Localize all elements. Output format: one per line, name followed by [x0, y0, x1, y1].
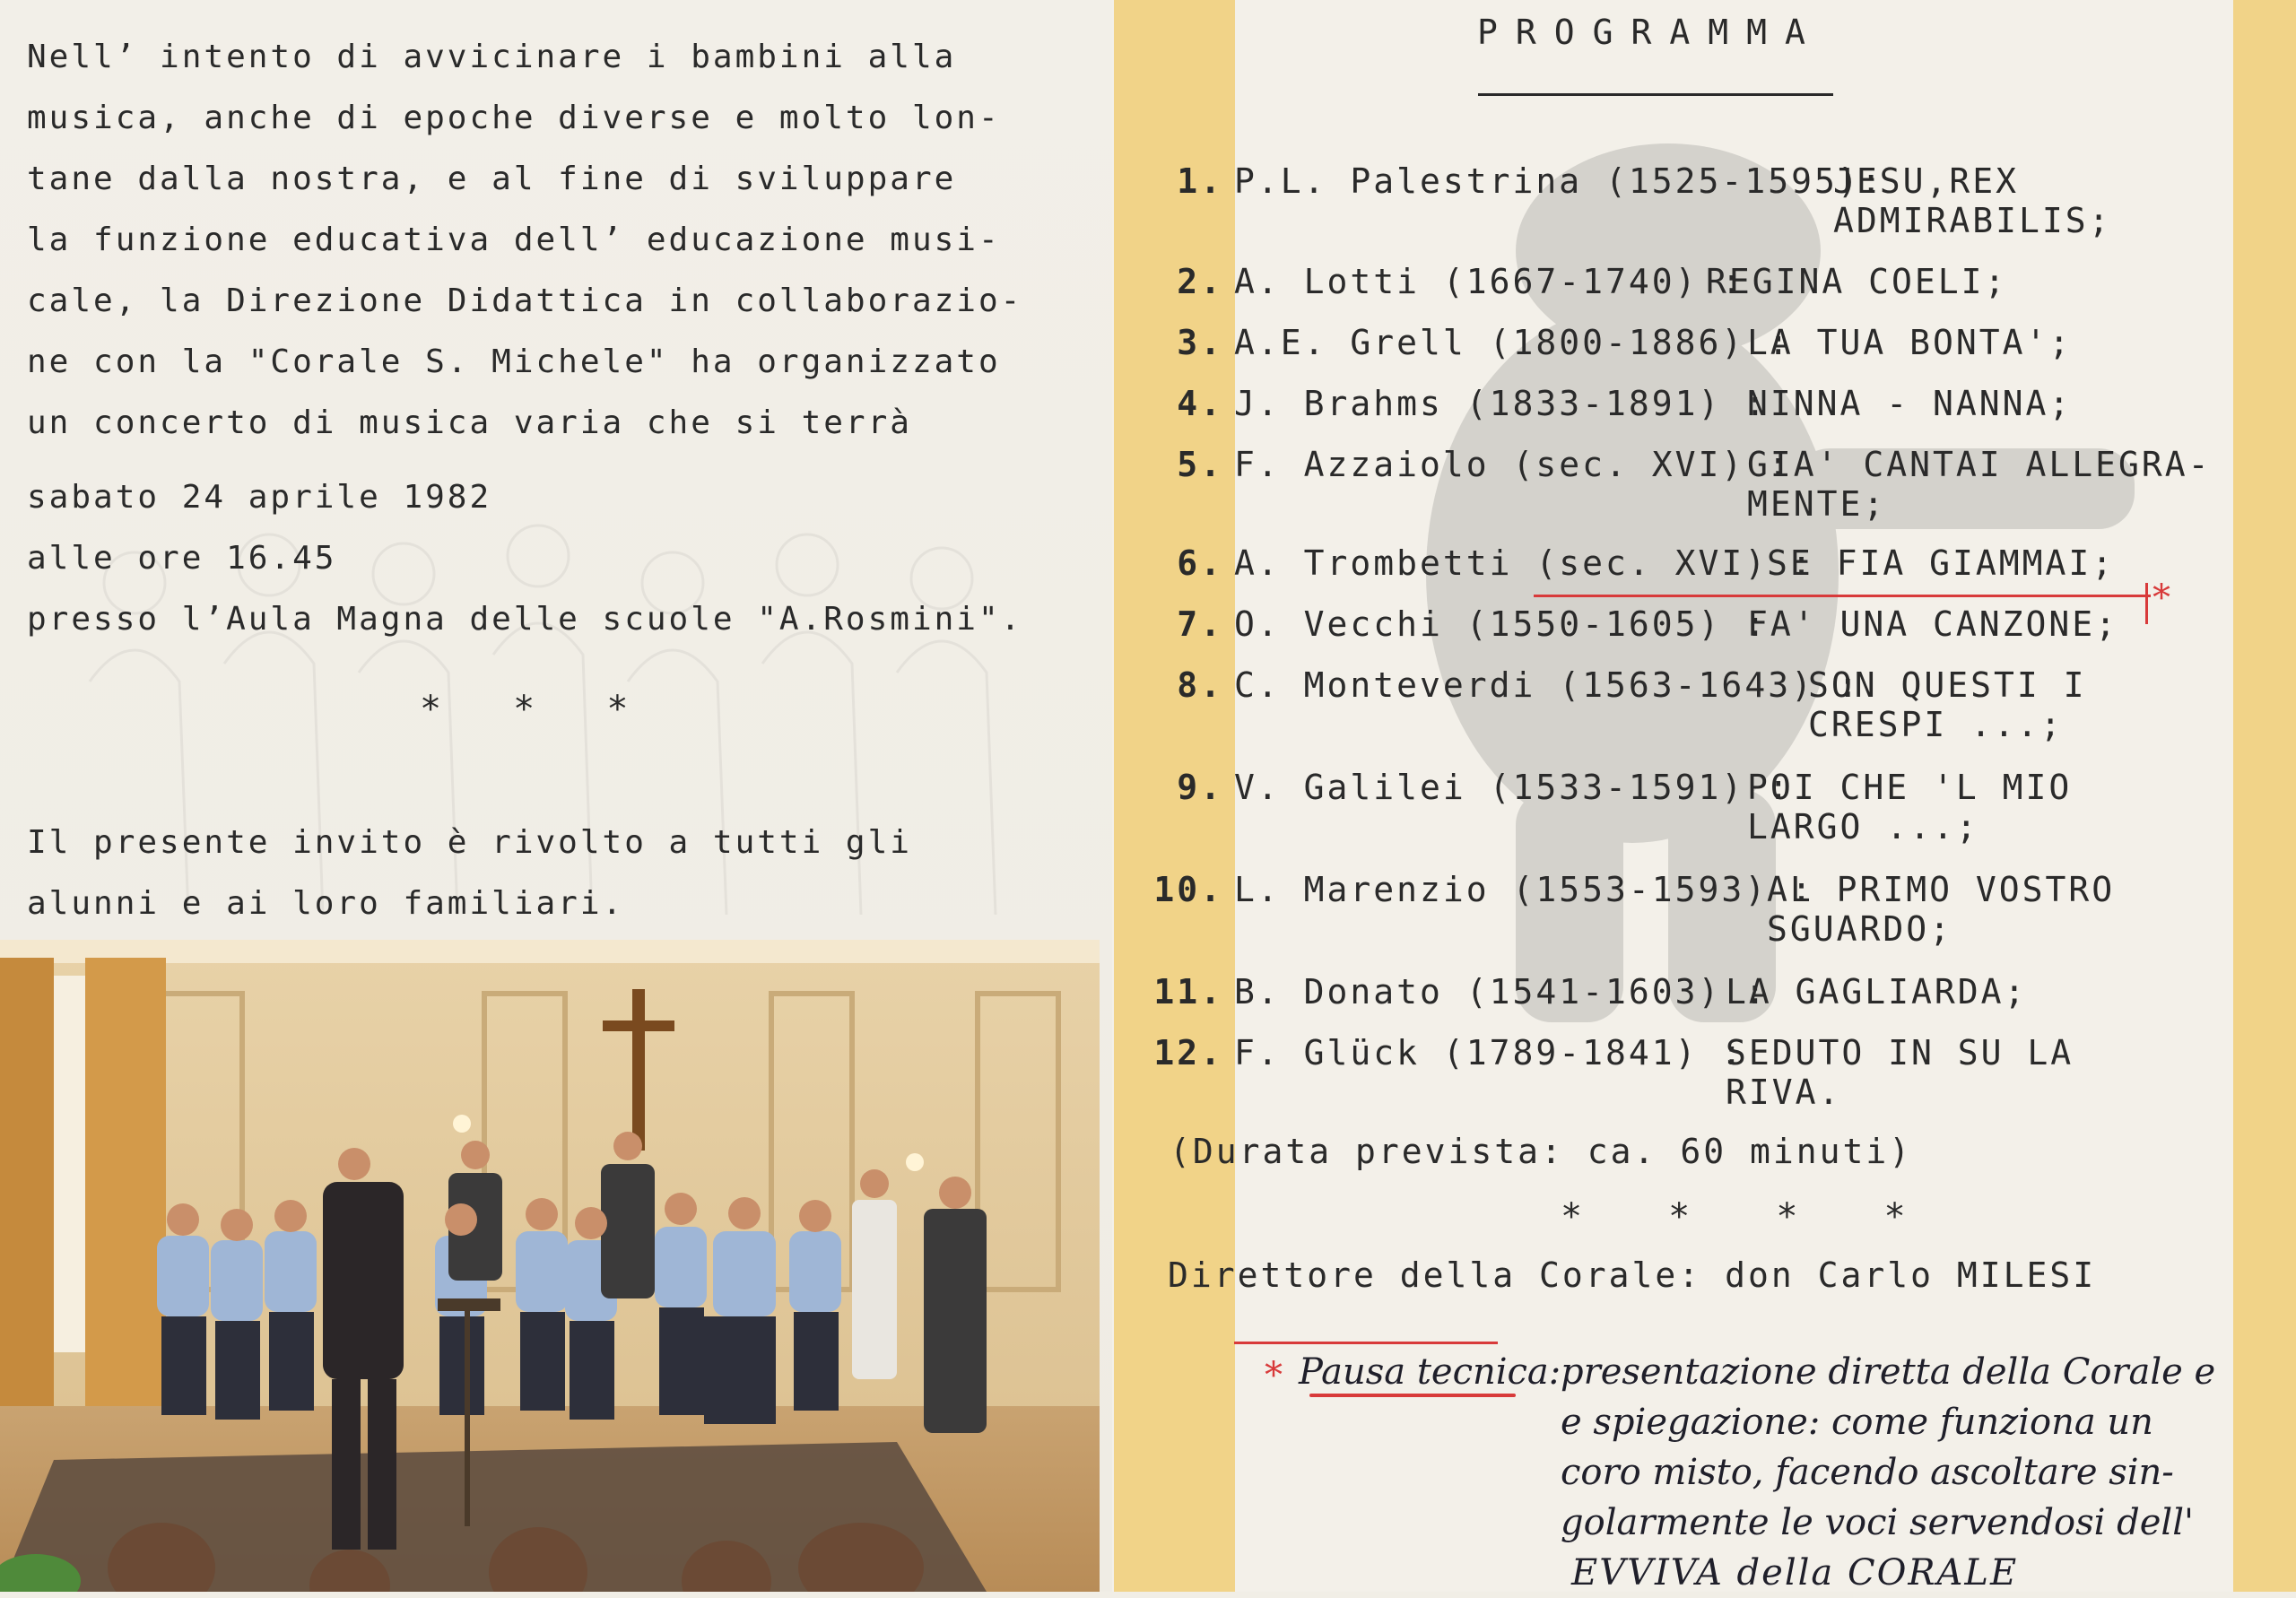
- red-underline-separator: [1234, 1342, 1498, 1344]
- note-line: presentazione diretta della Corale e: [1561, 1351, 2216, 1393]
- item-composer: V. Galilei (1533-1591) :: [1234, 768, 1792, 807]
- red-asterisk-mark: *: [2152, 578, 2170, 619]
- note-body: [1561, 1347, 2242, 1598]
- item-number: 12.: [1153, 1033, 1223, 1073]
- item-composer: F. Glück (1789-1841) :: [1234, 1033, 1745, 1073]
- item-piece: SEDUTO IN SU LA: [1726, 1033, 2074, 1073]
- note-line: coro misto, facendo ascoltare sin-: [1561, 1452, 2174, 1493]
- intro-line: tane dalla nostra, e al fine di sviluppare: [27, 161, 957, 197]
- item-composer: C. Monteverdi (1563-1643) :: [1234, 665, 1861, 705]
- item-number: 10.: [1153, 870, 1223, 909]
- item-piece: LA TUA BONTA';: [1747, 323, 2073, 362]
- item-composer: B. Donato (1541-1603) :: [1234, 972, 1769, 1012]
- item-piece-cont: RIVA.: [1726, 1073, 1842, 1112]
- item-piece-cont: CRESPI ...;: [1808, 705, 2064, 744]
- choir-director: Direttore della Corale: don Carlo MILESI: [1168, 1255, 2097, 1295]
- intro-line: ne con la "Corale S. Michele" ha organizzato: [27, 343, 1001, 380]
- item-number: 8.: [1177, 665, 1223, 705]
- item-piece-cont: MENTE;: [1747, 484, 1887, 524]
- item-piece: SON QUESTI I: [1808, 665, 2087, 705]
- item-piece: SE FIA GIAMMAI;: [1767, 543, 2116, 583]
- item-composer: P.L. Palestrina (1525-1595):: [1234, 161, 1884, 201]
- intro-line: un concerto di musica varia che si terrà: [27, 404, 912, 441]
- event-date: sabato 24 aprile 1982: [27, 479, 492, 516]
- item-piece: LA GAGLIARDA;: [1726, 972, 2028, 1012]
- note-line: golarmente le voci servendosi dell': [1561, 1502, 2194, 1543]
- intro-paragraph: [27, 27, 1085, 454]
- event-details: [27, 467, 1022, 650]
- program-title: PROGRAMMA: [1477, 13, 1823, 52]
- adhesive-tape-right: [2233, 0, 2296, 1592]
- item-number: 2.: [1177, 262, 1223, 301]
- note-label-underline: [1309, 1394, 1516, 1397]
- note-line: e spiegazione: come funziona un: [1561, 1402, 2153, 1443]
- closing-line: alunni e ai loro familiari.: [27, 885, 625, 922]
- red-insertion-line: [1534, 595, 2151, 597]
- intro-line: Nell’ intento di avvicinare i bambini alla: [27, 39, 957, 75]
- item-number: 1.: [1177, 161, 1223, 201]
- item-piece: NINNA - NANNA;: [1747, 384, 2073, 423]
- item-composer: A.E. Grell (1800-1886) :: [1234, 323, 1792, 362]
- item-number: 9.: [1177, 768, 1223, 807]
- item-number: 5.: [1177, 445, 1223, 484]
- item-number: 3.: [1177, 323, 1223, 362]
- closing-line: Il presente invito è rivolto a tutti gli: [27, 824, 912, 861]
- item-piece-cont: LARGO ...;: [1747, 807, 1979, 847]
- closing-paragraph: [27, 812, 912, 934]
- item-piece: FA' UNA CANZONE;: [1747, 604, 2119, 644]
- red-insertion-tick: [2145, 583, 2148, 624]
- event-time: alle ore 16.45: [27, 540, 337, 577]
- item-number: 7.: [1177, 604, 1223, 644]
- duration-note: (Durata prevista: ca. 60 minuti): [1170, 1132, 1913, 1171]
- item-piece: AL PRIMO VOSTRO: [1767, 870, 2116, 909]
- note-label: Pausa tecnica:: [1299, 1351, 1561, 1393]
- choir-photo: [0, 940, 1100, 1592]
- separator-asterisks: * * * *: [1561, 1196, 1938, 1238]
- intro-line: cale, la Direzione Didattica in collaborazio-: [27, 282, 1023, 319]
- event-venue: presso l’Aula Magna delle scuole "A.Rosmini".: [27, 601, 1023, 638]
- left-page: [0, 0, 1112, 1592]
- item-number: 11.: [1153, 972, 1223, 1012]
- item-piece: GIA' CANTAI ALLEGRA-: [1747, 445, 2212, 484]
- item-number: 4.: [1177, 384, 1223, 423]
- item-piece: JESU,REX: [1833, 161, 2020, 201]
- separator-asterisks: * * *: [420, 689, 654, 730]
- item-number: 6.: [1177, 543, 1223, 583]
- note-asterisk: *: [1265, 1355, 1283, 1396]
- title-rule: [1478, 93, 1833, 96]
- item-composer: O. Vecchi (1550-1605) :: [1234, 604, 1769, 644]
- intro-line: la funzione educativa dell’ educazione musi-: [27, 221, 1001, 258]
- item-composer: J. Brahms (1833-1891) :: [1234, 384, 1769, 423]
- item-piece: POI CHE 'L MIO: [1747, 768, 2073, 807]
- item-composer: F. Azzaiolo (sec. XVI) :: [1234, 445, 1792, 484]
- item-composer: L. Marenzio (1553-1593) :: [1234, 870, 1814, 909]
- note-line-evviva: EVVIVA della CORALE: [1571, 1552, 2019, 1594]
- item-composer: A. Lotti (1667-1740) :: [1234, 262, 1745, 301]
- item-piece: REGINA COELI;: [1706, 262, 2008, 301]
- intro-line: musica, anche di epoche diverse e molto lon-: [27, 100, 1001, 136]
- item-composer: A. Trombetti (sec. XVI) :: [1234, 543, 1814, 583]
- item-piece-cont: SGUARDO;: [1767, 909, 1953, 949]
- item-piece-cont: ADMIRABILIS;: [1833, 201, 2112, 240]
